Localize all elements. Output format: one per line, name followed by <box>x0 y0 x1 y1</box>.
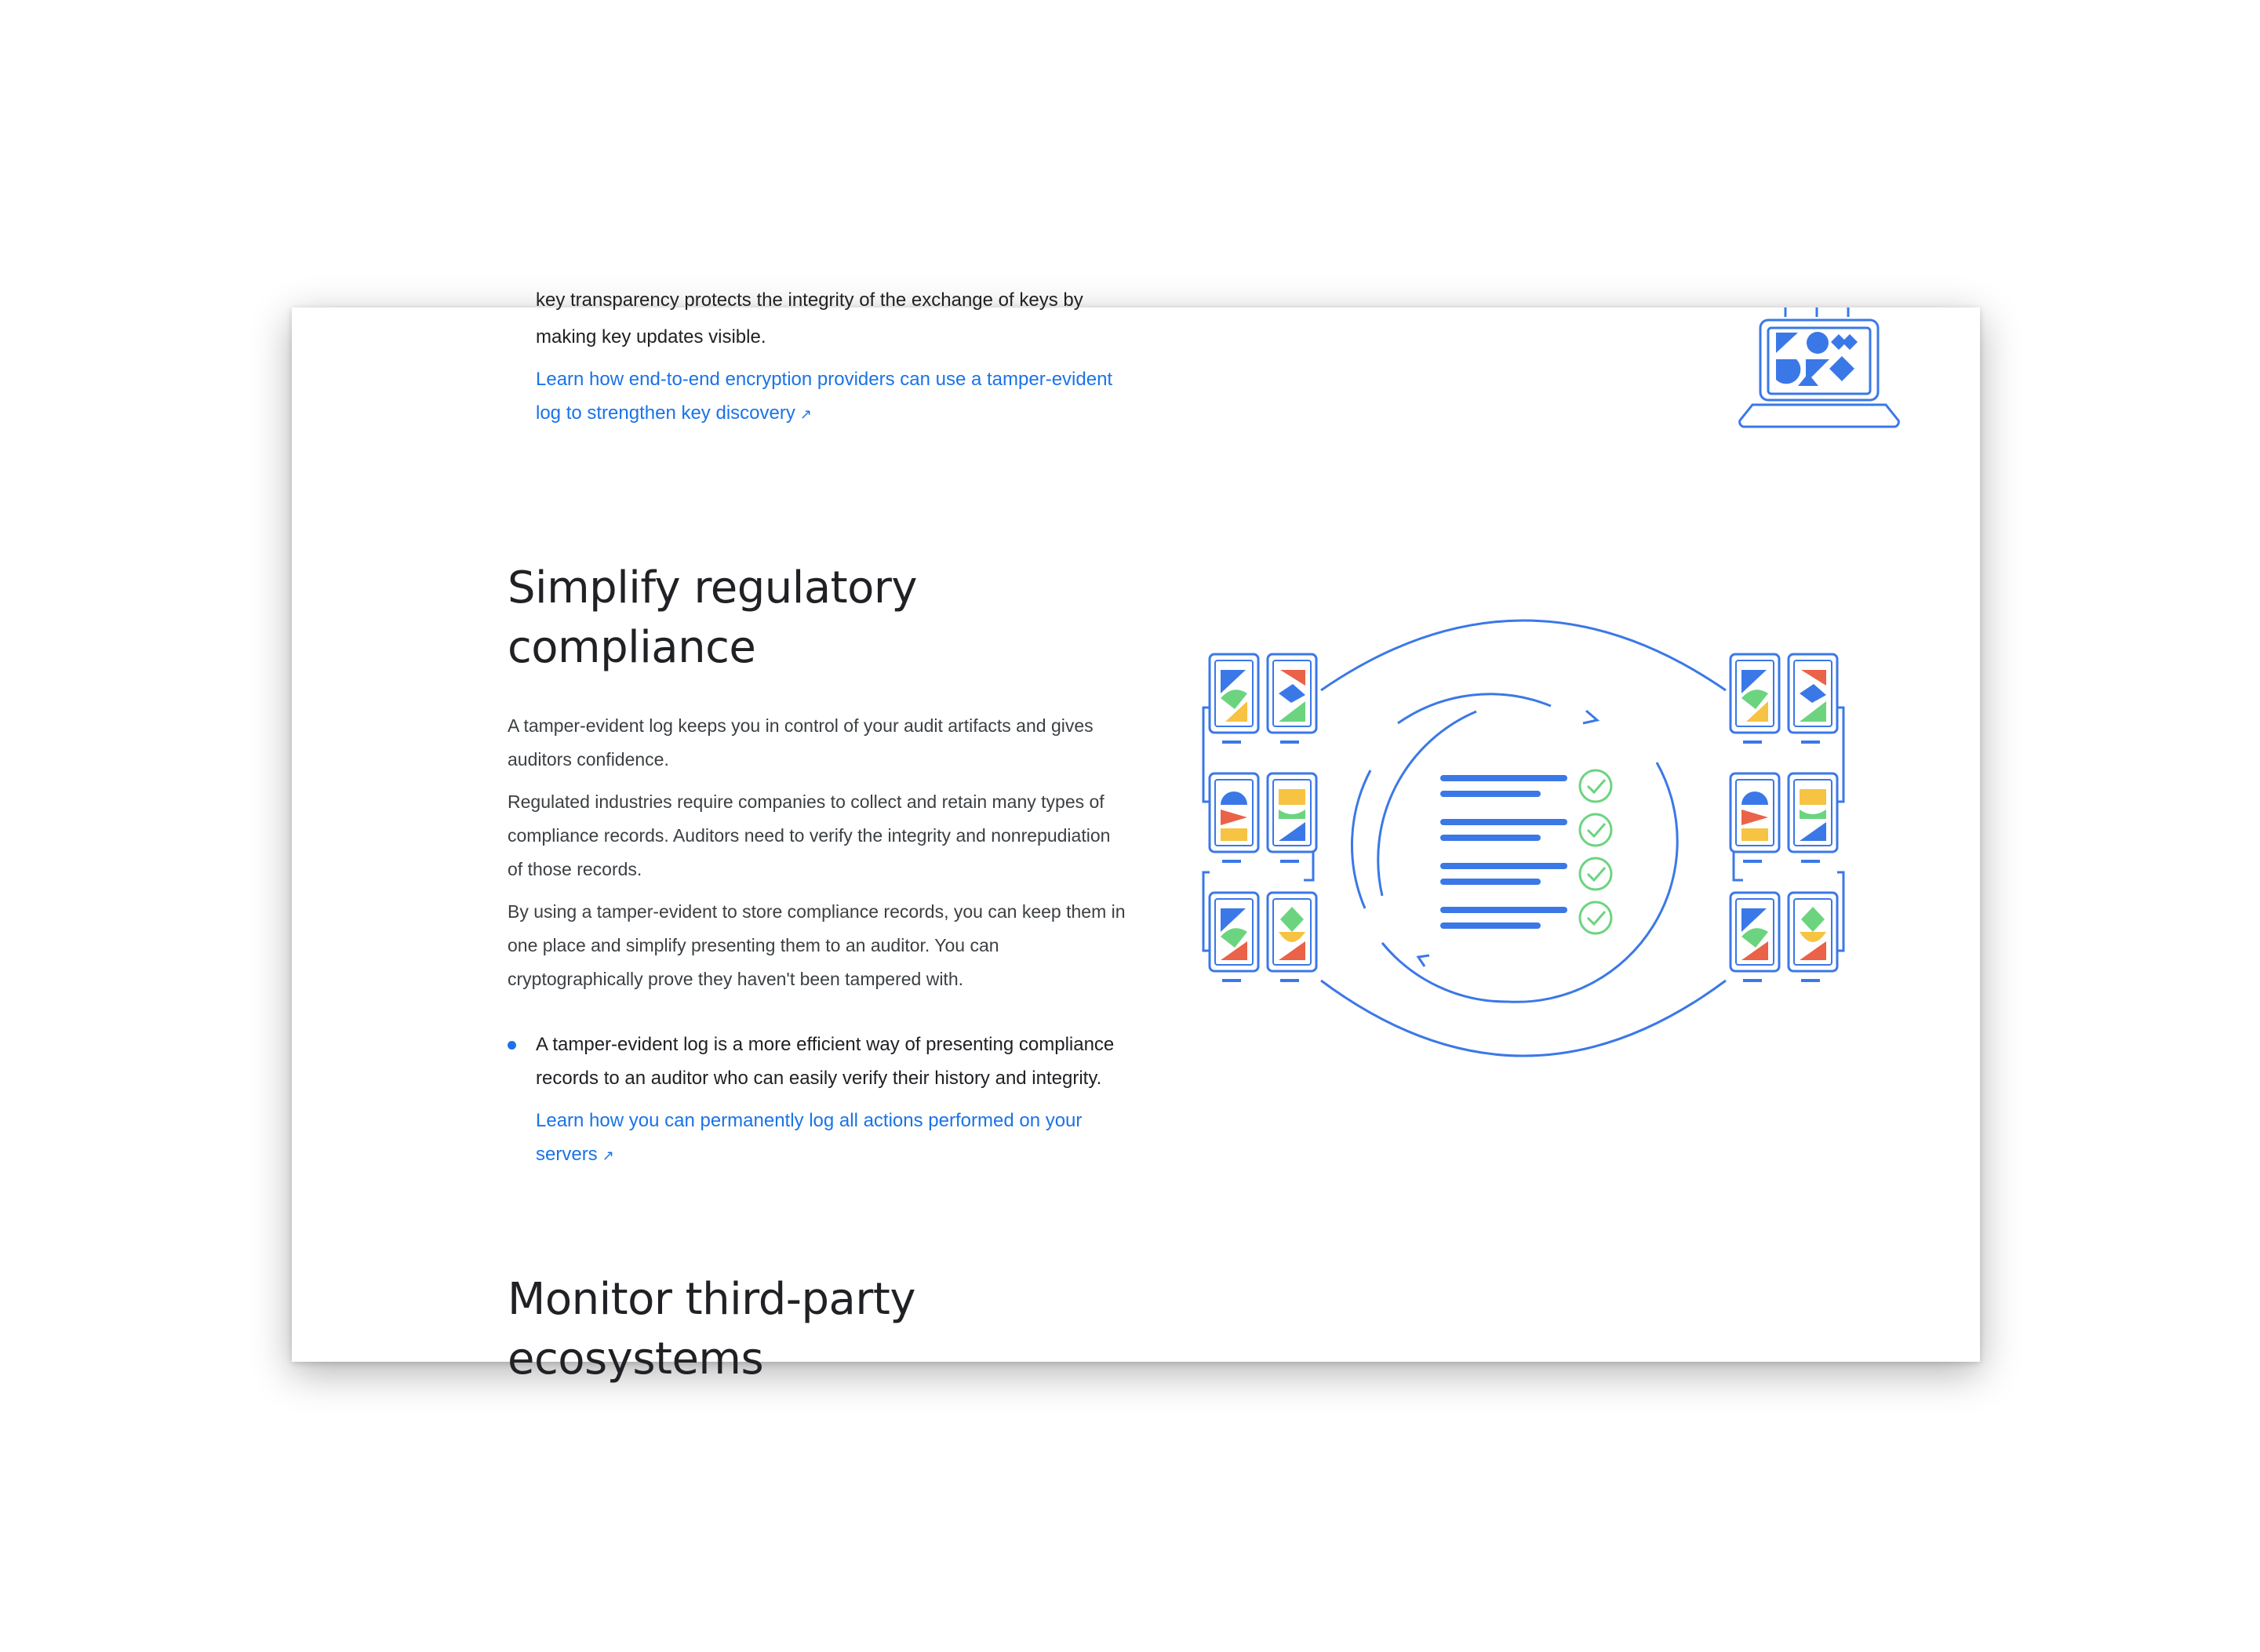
encryption-link[interactable] <box>536 369 1112 424</box>
compliance-bullet-text: A tamper-evident log is a more efficient way of presenting compliance records to an auditor who can easily verify their history and integrity. <box>536 1034 1115 1089</box>
compliance-bullet-list <box>508 1028 1127 1173</box>
encryption-link-wrap <box>536 362 1124 431</box>
cut-off-text-line: key transparency protects the integrity of the exchange of keys by <box>536 289 1083 311</box>
compliance-link-wrap <box>536 1104 1127 1173</box>
page-screenshot <box>292 289 1980 1385</box>
compliance-heading: Simplify regulatory compliance <box>508 562 918 673</box>
third-party-section <box>508 1270 1104 1389</box>
external-link-icon: ↗ <box>799 406 812 422</box>
third-party-heading: Monitor third-party ecosystems <box>508 1274 915 1385</box>
compliance-paragraphs <box>508 709 1127 996</box>
compliance-paragraph: A tamper-evident log keeps you in control of your audit artifacts and gives auditors confidence. <box>508 715 1094 770</box>
compliance-cycle-illustration <box>1194 645 1853 1061</box>
laptop-icon <box>1704 307 1884 441</box>
compliance-section <box>508 559 1127 1173</box>
compliance-link[interactable] <box>536 1110 1082 1165</box>
compliance-paragraph: Regulated industries require companies to collect and retain many types of compliance records. Auditors need to verify the integrity and nonrepudiation of those records. <box>508 791 1111 879</box>
encryption-link-text: Learn how end-to-end encryption providers can use a tamper-evident log to strengthen key discovery <box>536 369 1113 424</box>
external-link-icon: ↗ <box>602 1148 614 1163</box>
encryption-section <box>536 307 1124 431</box>
encryption-item-text: making key updates visible. <box>536 326 766 348</box>
compliance-bullet-item <box>536 1028 1127 1173</box>
compliance-paragraph: By using a tamper-evident to store compliance records, you can keep them in one place and simplify presenting them to an auditor. You can cryptographically prove they haven't been tampered with. <box>508 901 1126 989</box>
bullet-dot-icon <box>508 1041 516 1050</box>
compliance-link-text: Learn how you can permanently log all actions performed on your servers <box>536 1110 1083 1165</box>
